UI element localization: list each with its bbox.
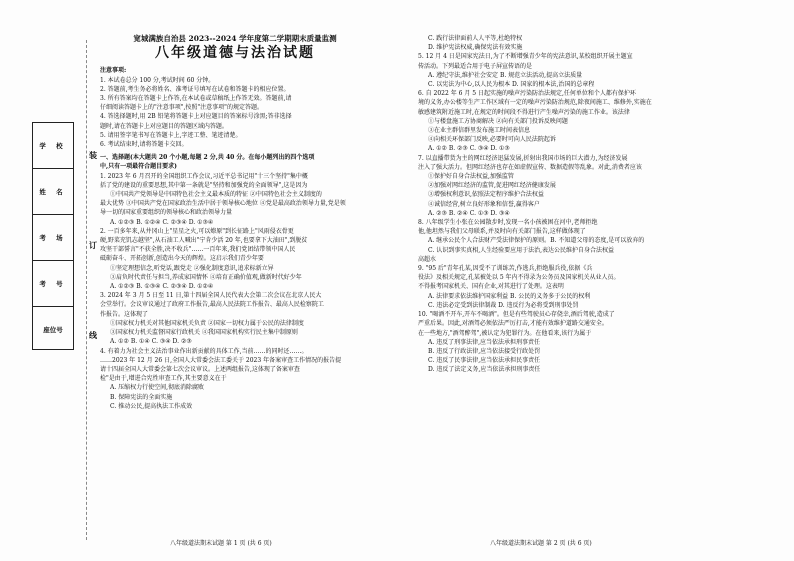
question-line: ①中国共产党领导是中国特色社会主义最本质的特征 ②中国特色社会主义制度的 — [110, 191, 322, 199]
question-line: D. 维护宪法权威,确保宪法有效实施 — [428, 44, 523, 52]
question-line: 8. 八年级学生小张在公园散步时,发现一名小孩被困在河中,老师拒绝 — [418, 219, 598, 227]
question-line: 硬,野菜充饥志越坚",从石油工人喊出"宁肯少活 20 年,也要拿下大油田",到脱贫 — [100, 237, 308, 245]
question-line: A. ①②③ B. ①③④ C. ②③④ D. ①②④ — [110, 283, 214, 291]
question-line: 检"是由于,增进合宪性审查工作,其主要意义在于 — [100, 375, 227, 383]
question-line: 注入了强大活力。但网红经济也存在如虚假宣传、数据造假等乱象。对此,消费者应该 — [418, 163, 642, 171]
question-line: C. 违法必定受到法律制裁 D. 违反行为必将受到刑事处罚 — [428, 301, 579, 309]
question-line: C. 违反了民事法律,应当依法承担民事责任 — [428, 357, 541, 365]
note-item: 仔细阅读答题卡上的"注意事项",按照"注意事项"的规定答题。 — [100, 104, 263, 112]
left-questions — [100, 172, 370, 411]
question-line: ④向相关环保部门反映,必要时可向人民法院起诉 — [428, 136, 556, 144]
school-header: 宽城满族自治县 2023--2024 学年度第二学期期末质量监测 — [133, 34, 337, 43]
notes-label: 注意事项: — [100, 67, 127, 75]
note-item: 4. 答选择题时,用 2B 铅笔将答题卡上对应题目的答案标号涂黑;答非选择 — [100, 113, 292, 121]
section-title: 一、选择题(本大题共 20 个小题,每题 2 分,共 40 分。在每小题列出的四个选项 — [100, 154, 315, 162]
question-line: A. 法律要求依法维护国家利益 B. 公民的义务多于公民的权利 — [428, 292, 591, 300]
binding-line — [86, 40, 87, 540]
question-line: A. 继承公民个人合法财产受法律保护的原则。B. 不知道父母的态度,是可以放弃的 — [428, 237, 645, 245]
question-line: 敏感建筑附近施工时,在规定的时间段不得进行产生噪声污染的施工作业。该法律 — [418, 108, 630, 116]
question-line: 在一些地方,"酒驾醉驾",被认定为犯罪行为。在他看来,该行为属于 — [418, 329, 592, 337]
question-line: C. 以宪法为中心,以人民为根本 D. 国家的根本法,治国的总章程 — [428, 81, 595, 89]
binding-mark-zhuang: 装 — [89, 150, 97, 160]
note-item: 6. 考试结束时,请将答题卡交回。 — [100, 141, 188, 149]
question-line: 攻坚干部誓言"不获全胜,决不收兵"……一百年来,我们党团结带领中国人民 — [100, 246, 296, 254]
question-line: 砥砺奋斗、开拓创新,创造出今天的辉煌。这启示我们青少年要 — [100, 255, 264, 263]
field-seat-number: 座位号 — [43, 326, 63, 334]
note-item: 题时,请在答题卡上对应题目的答题区域内答题。 — [100, 122, 228, 130]
question-line: A. 压缩权力行使空间,彻底消除腐败 — [110, 384, 205, 392]
question-line: 7. 以直播带货为主的网红经济迅猛发展,折射出我国市场的巨大潜力,为经济发展 — [418, 154, 628, 162]
question-line: A. ①② B. ①④ C. ③④ D. ②③ — [110, 338, 192, 346]
notes-list — [100, 76, 370, 150]
binding-mark-xian: 线 — [89, 330, 97, 340]
question-line: 5. 12 月 4 日是国家宪法日,为了不断增强青少年的宪法意识,某校组织开展主题宣 — [418, 53, 633, 61]
question-line: 2. 一百多年来,从井冈山上"星星之火,可以燎原"到长征路上"风雨侵衣骨更 — [100, 227, 294, 235]
question-line: B. 保障宪法的全面实施 — [110, 393, 173, 401]
question-line: A. ①②③ B. ①②④ C. ②③④ D. ①③④ — [110, 218, 214, 226]
question-line: 6. 自 2022 年 6 月 5 日起实施的噪声污染防治法规定,任何单位和个人都有保护环 — [418, 90, 636, 98]
question-line: 最大优势 ③中国共产党在国家政治生活中居于领导核心地位 ④党是最高政治领导力量,党是领 — [100, 200, 346, 208]
question-line: ②加强对网红经济的监管,促进网红经济健康发展 — [428, 182, 556, 190]
question-line: ①坚定理想信念,听党话,跟党走 ②强化制度意识,追求标新立异 — [110, 264, 274, 272]
question-line: A. ①② B. ②③ C. ③④ D. ①③ — [428, 145, 510, 153]
question-line: B. 违反了行政法律,应当依法接受行政处罚 — [428, 347, 541, 355]
question-line: ③肩负时代责任与担当,养成家国情怀 ④培育正确价值观,做新时代好少年 — [110, 273, 302, 281]
note-item: 5. 请用签字笔书写在答题卡上,字迹工整、笔迹清楚。 — [100, 131, 242, 139]
question-line: ①保护好自身合法权益,加强监管 — [428, 173, 514, 181]
question-line: 请十四届全国人大常委会第七次会议审议。上述两组报告,这体现了备案审查 — [100, 365, 300, 373]
question-line: 括了党的建设的重要思想,其中第一条就是"坚持和加强党的全面领导",这是因为 — [100, 181, 308, 189]
question-line: 他,他坦然与我们父母联系,并及时向有关部门报告,这样做体现了 — [418, 228, 586, 236]
question-line: 境的义务,办公楼等生产工作区域有一定的噪声污染防治规范,除夜间施工、维修外,实施在 — [418, 99, 652, 107]
question-line: A. 违反了刑事法律,应当依法承担刑事责任 — [428, 338, 541, 346]
question-line: 9. "95 后"青年孔某,因受不了训练苦,作逃兵,拒绝服兵役,依据《兵 — [418, 265, 593, 273]
question-line: 传活动。下列最适合用于电子屏宣传语的是 — [418, 62, 533, 70]
question-line: D. 违反了法定义务,应当依法承担刑事责任 — [428, 366, 541, 374]
question-line: A. ②③ B. ②④ C. ①③ D. ③④ — [428, 209, 510, 217]
question-line: 10. "喝酒不开车,开车不喝酒"。但是有些驾驶员心存侥幸,酒后驾驶,造成了 — [418, 311, 615, 319]
question-line: ①国家权力机关对其他国家机关负责 ②国家一切权力属于公民的法律制度 — [110, 319, 304, 327]
question-line: C. 认识到事实真相,人生经验要应用于法治,表达公民维护自身合法权益 — [428, 246, 615, 254]
question-line: ④诚信经营,树立良好形象和信誉,赢得客户 — [428, 200, 540, 208]
field-exam-room: 考 场 — [33, 215, 73, 261]
note-item: 1. 本试卷总分 100 分,考试时间 60 分钟。 — [100, 76, 215, 84]
student-info-box — [32, 122, 74, 350]
question-line: 役法》及相关规定,孔某被处以 5 年内不得录为公务员及国家机关从业人员。 — [418, 274, 620, 282]
question-line: 严重后果。因此,对酒驾必须依法严厉打击,才能有效维护道路交通安全。 — [418, 320, 608, 328]
question-line: ①与楼盘施工方协商解决 ②向有关部门投诉反映问题 — [428, 117, 568, 125]
question-line: 1. 2023 年 6 月召开的全国组织工作会议,习近平总书记用"十三个坚持"集中概 — [100, 172, 308, 180]
question-line: 不得报考国家机关、国有企业,对其进行了处理。这表明 — [418, 283, 564, 291]
page-1-footer: 八年级道法期末试题 第 1 页 (共 6 页) — [170, 540, 272, 547]
field-exam-number: 考 号 — [33, 261, 73, 307]
page-2-column — [418, 34, 700, 375]
page-1-column — [100, 34, 370, 411]
question-line: ③国家权力机关监督国家行政机关 ④我国国家机构实行民主集中制原则 — [110, 329, 298, 337]
question-line: ……2023 年 12 月 26 日,全国人大常委会法工委关于 2023 年备案审查工作情况的报告提 — [100, 356, 342, 364]
page-title: 八年级道德与法治试题 — [155, 45, 315, 62]
question-line: ③增强权利意识,依照法定程序维护合法权益 — [428, 191, 544, 199]
page-2-footer: 八年级道法期末试题 第 2 页 (共 6 页) — [490, 540, 592, 547]
question-line: 4. 有着力为社会主义法治事业作出新贡献的具体工作,当前……的同时还……。 — [100, 347, 308, 355]
question-line: 会堂举行。会议审议通过了政府工作报告,最高人民法院工作报告、最高人民检察院工 — [100, 301, 324, 309]
question-line: 作报告。这体现了 — [100, 310, 149, 318]
right-questions — [418, 34, 700, 375]
question-line: C. 推动公民,提高执法工作成效 — [110, 402, 193, 410]
question-line: 高超水 — [418, 255, 437, 263]
field-name: 姓 名 — [33, 169, 73, 215]
question-line: A. 遵纪守法,维护社会安定 B. 规范立法活动,提高立法质量 — [428, 71, 583, 79]
section-title-continued: 中,只有一项最符合题目要求) — [100, 163, 177, 171]
question-line: C. 践行法律面前人人平等,杜绝特权 — [428, 35, 523, 42]
question-line: 导一切的国家重要组织的领导核心和政治领导力量 — [100, 209, 233, 217]
question-line: 3. 2024 年 3 月 5 日至 11 日,第十四届全国人民代表大会第二次会议在北京人民大 — [100, 292, 322, 300]
binding-mark-ding: 订 — [89, 240, 97, 250]
note-item: 3. 所有答案均在答题卡上作答,在本试卷或草稿纸上作答无效。答题前,请 — [100, 95, 292, 103]
note-item: 2. 答题前,考生务必将姓名、准考证号填写在试卷和答题卡的相应位置。 — [100, 85, 290, 93]
question-line: ③在业主群信群里发布施工时间表信息 — [428, 127, 531, 135]
field-school: 学 校 — [33, 123, 73, 169]
